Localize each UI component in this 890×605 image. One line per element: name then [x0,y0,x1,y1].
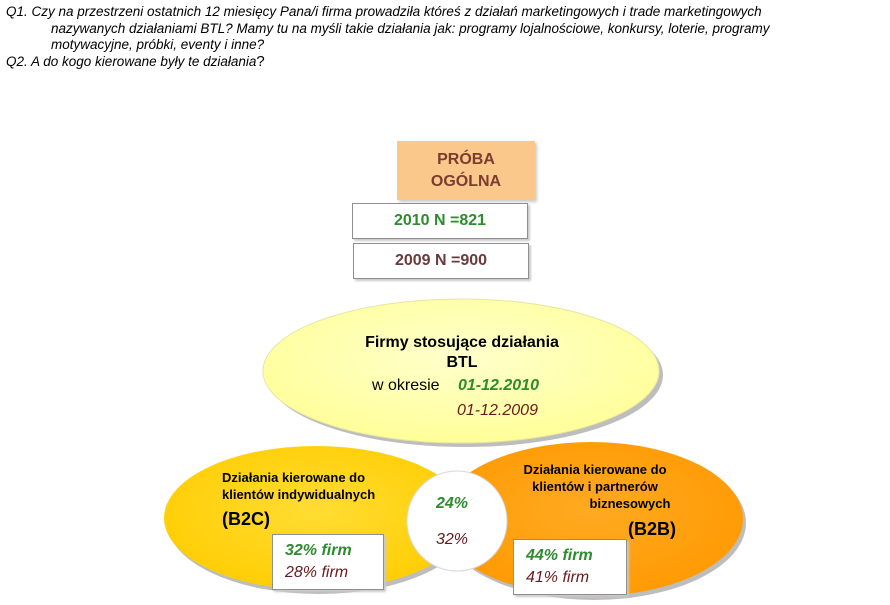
overlap-pct-2009: 32% [436,531,469,548]
b2b-pct-2009: 41% firm [526,569,590,586]
b2c-tag: (B2C) [222,509,270,529]
b2b-pct-2010: 44% firm [526,547,593,564]
sample-line-2: OGÓLNA [430,172,502,190]
b2b-desc-line-3: biznesowych [589,496,671,511]
sample-size-2010: 2010 N =821 [352,203,528,239]
b2c-percent-box [272,534,384,590]
b2b-percent-box [513,539,627,595]
sample-line-1: PRÓBA [437,150,495,168]
period-2010: 01-12.2010 [458,377,539,394]
top-title-line-2: BTL [446,354,478,371]
b2b-desc-line-1: Działania kierowane do [523,462,667,477]
q2-main: Q2. A do kogo kierowane były te działania [6,53,257,69]
sample-size-2009: 2009 N =900 [353,243,529,279]
q2-tail: ? [256,52,265,70]
q1-line-2: nazywanych działaniami BTL? Mamy tu na myśli takie działania jak: programy lojalnościowe, konkursy, loterie, programy [51,20,770,36]
overlap-pct-2010: 24% [436,495,469,512]
b2c-pct-2010: 32% firm [285,542,352,559]
overlap-circle [407,471,507,571]
b2b-tag: (B2B) [628,519,676,539]
b2c-pct-2009: 28% firm [285,564,349,581]
b2b-desc-line-2: klientów i partnerów [532,479,658,494]
b2c-desc-line-2: klientów indywidualnych [222,487,376,502]
q1-line-3: motywacyjne, próbki, eventy i inne? [51,37,265,52]
period-prefix: w okresie [372,377,440,394]
b2b-description [500,461,690,512]
q1-line-1: Q1. Czy na przestrzeni ostatnich 12 miesięcy Pana/i firma prowadziła któreś z działań marketingowych i trade marketingowych [6,4,762,19]
b2c-desc-line-1: Działania kierowane do [222,470,366,485]
top-ellipse-title [320,333,604,373]
top-title-line-1: Firmy stosujące działania [365,334,559,351]
b2c-description [222,469,412,503]
period-2009: 01-12.2009 [457,402,538,419]
